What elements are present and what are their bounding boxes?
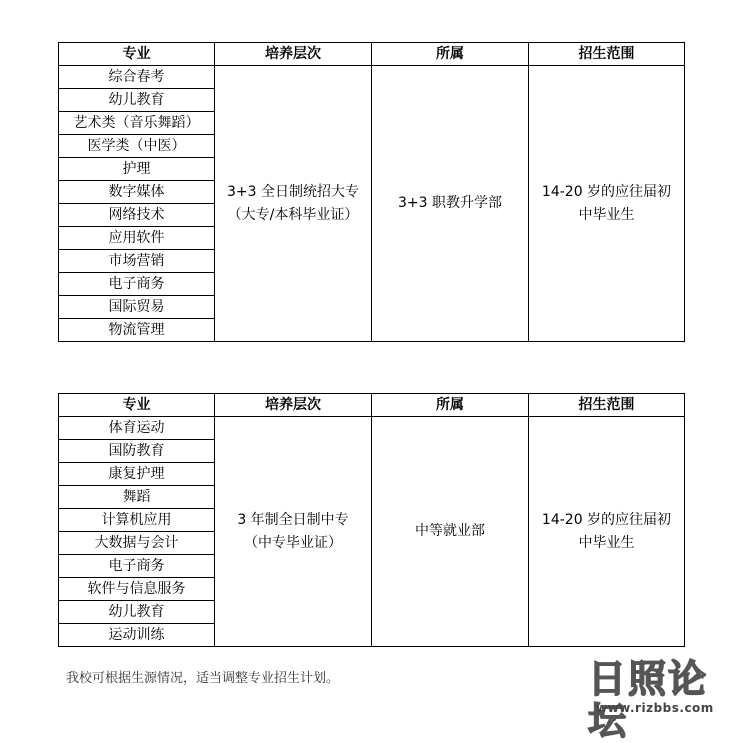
scope-line: 中毕业生	[578, 206, 635, 223]
level-line: （大专/本科毕业证）	[227, 206, 359, 223]
department-cell: 3+3 职教升学部	[372, 66, 529, 342]
major-cell: 网络技术	[59, 204, 215, 227]
table-row	[59, 66, 685, 89]
major-cell: 医学类（中医）	[59, 135, 215, 158]
major-cell: 护理	[59, 158, 215, 181]
major-cell: 康复护理	[59, 463, 215, 486]
table-row	[59, 417, 685, 440]
major-cell: 电子商务	[59, 273, 215, 296]
watermark-title: 日照论坛	[588, 657, 709, 743]
admissions-table-1	[58, 42, 685, 342]
scope-cell	[529, 66, 685, 342]
level-line: （中专毕业证）	[244, 534, 342, 551]
header-major: 专业	[59, 394, 215, 417]
header-department: 所属	[372, 394, 529, 417]
scope-line: 14-20 岁的应往届初	[541, 183, 672, 200]
major-cell: 市场营销	[59, 250, 215, 273]
major-cell: 艺术类（音乐舞蹈）	[59, 112, 215, 135]
header-major: 专业	[59, 43, 215, 66]
header-scope: 招生范围	[529, 394, 685, 417]
department-cell: 中等就业部	[372, 417, 529, 647]
scope-line: 14-20 岁的应往届初	[541, 511, 672, 528]
scope-line: 中毕业生	[578, 534, 635, 551]
header-department: 所属	[372, 43, 529, 66]
major-cell: 综合春考	[59, 66, 215, 89]
major-cell: 幼儿教育	[59, 89, 215, 112]
level-cell	[215, 66, 372, 342]
major-cell: 软件与信息服务	[59, 578, 215, 601]
table-header-row	[59, 394, 685, 417]
major-cell: 数字媒体	[59, 181, 215, 204]
header-scope: 招生范围	[529, 43, 685, 66]
scope-cell	[529, 417, 685, 647]
major-cell: 应用软件	[59, 227, 215, 250]
level-cell	[215, 417, 372, 647]
level-line: 3 年制全日制中专	[237, 511, 349, 528]
major-cell: 物流管理	[59, 319, 215, 342]
watermark-url: www.rizbbs.com	[596, 701, 714, 715]
major-cell: 体育运动	[59, 417, 215, 440]
admissions-table-2	[58, 393, 685, 647]
major-cell: 运动训练	[59, 624, 215, 647]
major-cell: 舞蹈	[59, 486, 215, 509]
footnote: 我校可根据生源情况，适当调整专业招生计划。	[66, 671, 340, 686]
major-cell: 电子商务	[59, 555, 215, 578]
major-cell: 国际贸易	[59, 296, 215, 319]
header-level: 培养层次	[215, 43, 372, 66]
major-cell: 大数据与会计	[59, 532, 215, 555]
table-header-row	[59, 43, 685, 66]
level-line: 3+3 全日制统招大专	[227, 183, 359, 200]
major-cell: 国防教育	[59, 440, 215, 463]
header-level: 培养层次	[215, 394, 372, 417]
major-cell: 计算机应用	[59, 509, 215, 532]
site-watermark-logo	[588, 657, 744, 743]
major-cell: 幼儿教育	[59, 601, 215, 624]
